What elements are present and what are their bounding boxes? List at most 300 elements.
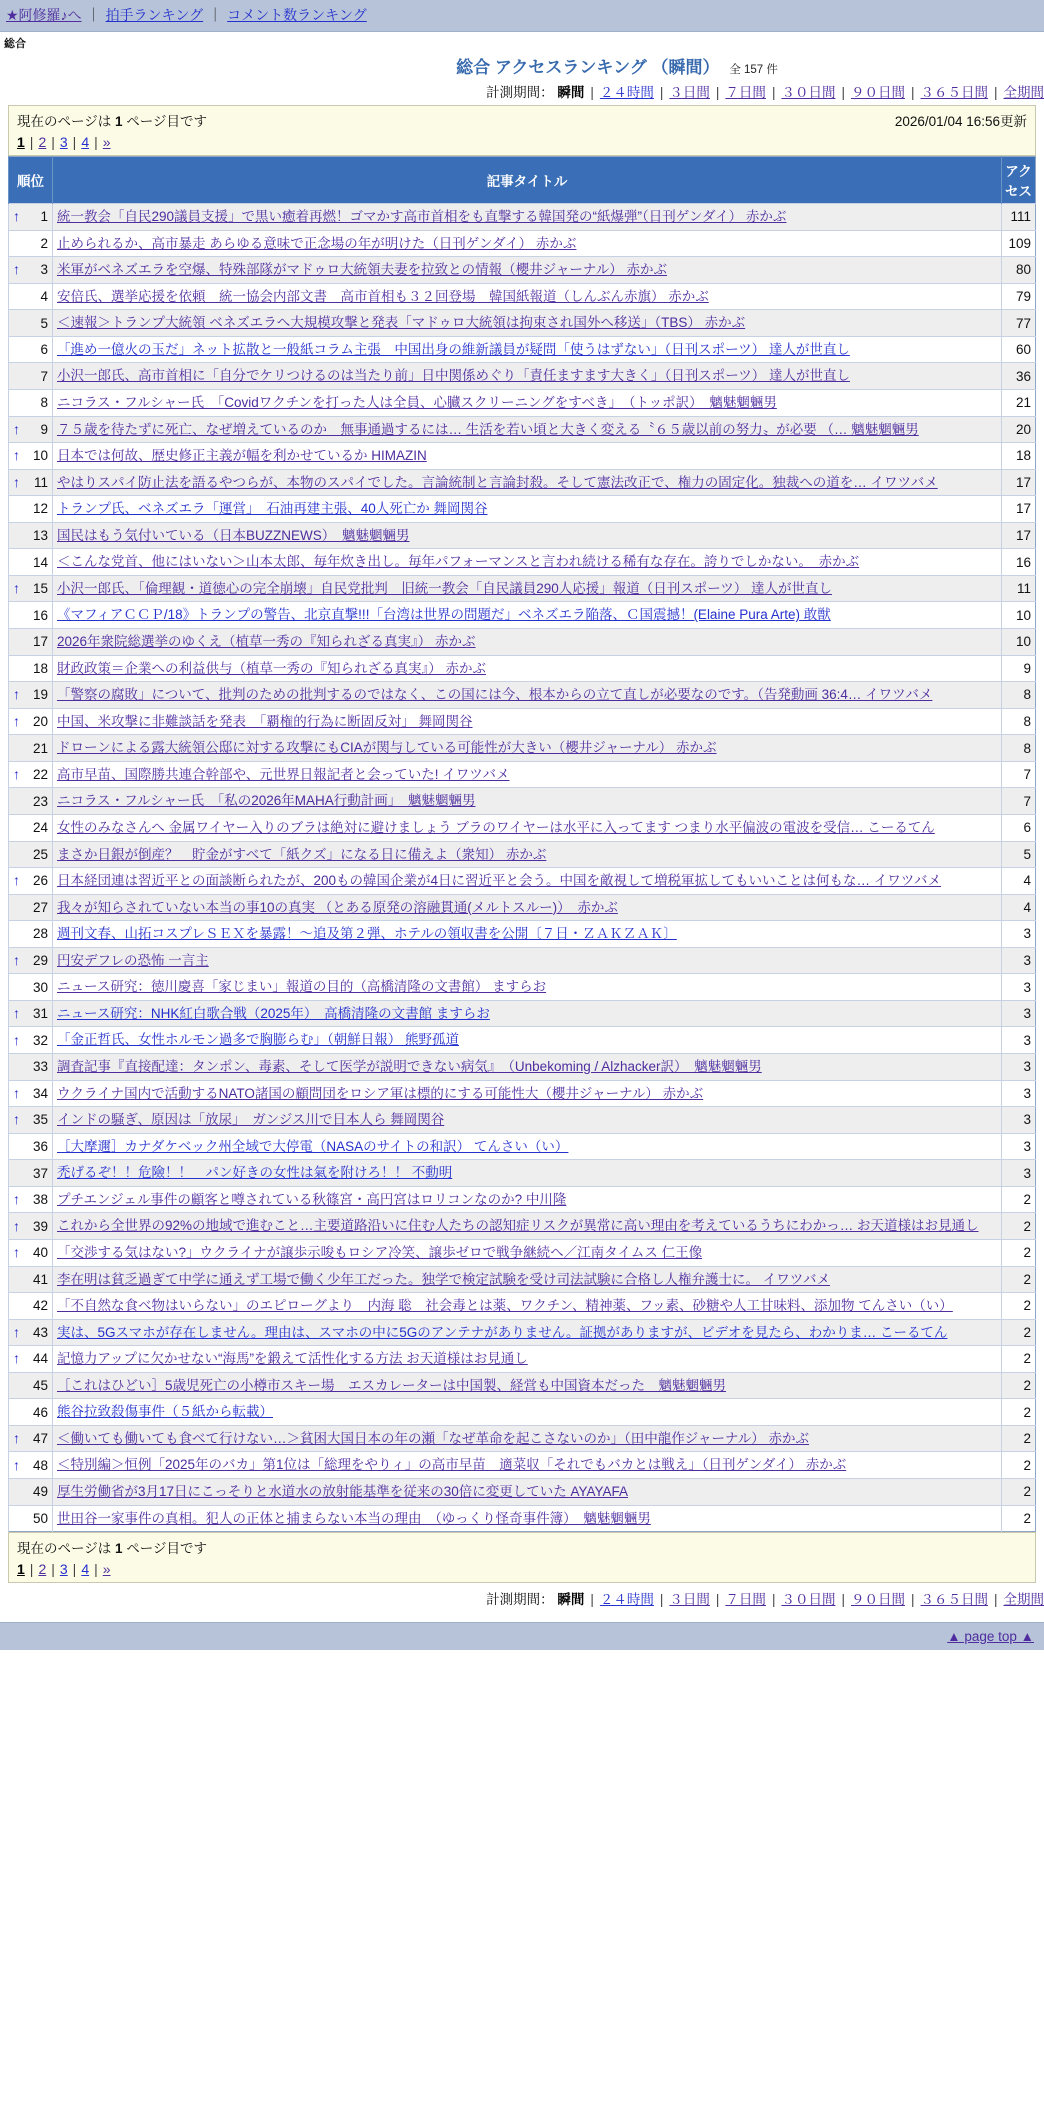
period-filter-bottom: [8, 1585, 1044, 1612]
article-link[interactable]: 李在明は貧乏過ぎて中学に通えず工場で働く少年工だった。独学で検定試験を受け司法試験に合格し人権弁護士に。 イワツバメ: [57, 1271, 830, 1287]
rank-up-arrow-icon: ↑: [13, 1217, 20, 1234]
article-link[interactable]: 日本では何故、歴史修正主義が幅を利かせているか HIMAZIN: [57, 448, 427, 464]
access-count: 7: [1002, 788, 1036, 815]
top-nav-links: [6, 7, 367, 23]
rank-cell: [9, 1054, 53, 1081]
table-row: [9, 416, 1036, 443]
period-separator: |: [659, 85, 664, 100]
table-row: [9, 735, 1036, 762]
page-title-line: [95, 51, 1044, 78]
access-count: 21: [1002, 389, 1036, 416]
article-title-cell: [53, 283, 1002, 310]
access-count: 2: [1002, 1452, 1036, 1479]
period-separator: |: [659, 1592, 664, 1608]
article-title-cell: [53, 868, 1002, 895]
rank-number: 48: [32, 1457, 48, 1473]
article-link[interactable]: 安倍氏、選挙応援を依頼 統一協会内部文書 高市首相も３２回登場 韓国紙報道（しんぶん赤旗） 赤かぶ: [57, 288, 709, 304]
pagination-separator: |: [72, 1561, 77, 1578]
article-link[interactable]: 止められるか、高市暴走 あらゆる意味で正念場の年が明けた（日刊ゲンダイ） 赤かぶ: [57, 235, 577, 251]
pagination-link[interactable]: 4: [81, 1561, 90, 1578]
rank-number: 29: [32, 953, 48, 969]
rank-number: 13: [32, 528, 48, 544]
article-link[interactable]: 統一教会「自民290議員支援」で黒い癒着再燃！ゴマかす高市首相をも直撃する韓国発の“紙爆弾”（日刊ゲンダイ） 赤かぶ: [57, 209, 787, 224]
table-row: [9, 761, 1036, 788]
table-row: [9, 230, 1036, 257]
rank-cell: [9, 894, 53, 921]
article-title-cell: [53, 496, 1002, 523]
article-link[interactable]: 《マフィアＣＣＰ/18》トランプの警告、北京直撃!!!「台湾は世界の問題だ」ベネズエラ陥落、Ｃ国震撼！(Elaine Pura Arte) 敢獣: [57, 607, 831, 623]
rank-up-arrow-icon: ↑: [13, 712, 20, 729]
pagination-separator: |: [29, 1561, 34, 1578]
pagination-link[interactable]: »: [102, 1561, 111, 1578]
rank-number: 19: [32, 687, 48, 703]
top-nav-bar: [0, 0, 1044, 32]
rank-up-arrow-icon: ↑: [13, 447, 20, 464]
article-title-cell: [53, 1080, 1002, 1107]
rank-number: 38: [32, 1192, 48, 1208]
access-count: 3: [1002, 1160, 1036, 1187]
article-link[interactable]: 禿げるぞ！！危險！！ パン好きの女性は氣を附けろ！！ 不動明: [57, 1165, 453, 1181]
article-link[interactable]: これから全世界の92%の地域で進むこと…主要道路沿いに住む人たちの認知症リスクが異常に高い理由を考えているうちにわかっ… お天道様はお見通し: [57, 1218, 979, 1234]
rank-number: 1: [40, 209, 48, 225]
rank-up-arrow-icon: ↑: [13, 1191, 20, 1208]
access-count: 80: [1002, 257, 1036, 284]
period-link[interactable]: ９０日間: [850, 1592, 905, 1608]
access-count: 2: [1002, 1293, 1036, 1320]
article-title-cell: [53, 1107, 1002, 1134]
rank-cell: [9, 230, 53, 257]
article-title-cell: [53, 814, 1002, 841]
article-link[interactable]: トランプ氏、ベネズエラ「運営」 石油再建主張、40人死亡か 舞岡関谷: [57, 501, 488, 517]
period-link[interactable]: ２４時間: [599, 1592, 654, 1608]
article-link[interactable]: やはりスパイ防止法を語るやつらが、本物のスパイでした。言論統制と言論封殺。そして憲法改正で、権力の固定化。独裁への道を… イワツバメ: [57, 474, 938, 490]
rank-cell: [9, 204, 53, 231]
article-link[interactable]: ＜こんな党首、他にはいない＞山本太郎、毎年炊き出し。毎年パフォーマンスと言われ続ける稀有な存在。誇りでしかない。 赤かぶ: [57, 554, 860, 570]
access-count: 77: [1002, 310, 1036, 337]
article-link[interactable]: 世田谷一家事件の真相。犯人の正体と捕まらない本当の理由 （ゆっくり怪奇事件簿） 魑魅魍魎男: [57, 1510, 651, 1526]
rank-cell: [9, 496, 53, 523]
rank-up-arrow-icon: ↑: [13, 473, 20, 490]
rank-up-arrow-icon: ↑: [13, 1111, 20, 1128]
rank-cell: [9, 336, 53, 363]
period-link[interactable]: ３日間: [669, 85, 710, 100]
access-count: 2: [1002, 1266, 1036, 1293]
article-link[interactable]: ニュース研究：NHK紅白歌合戦（2025年） 高橋清隆の文書館 ますらお: [57, 1005, 490, 1021]
article-title-cell: [53, 416, 1002, 443]
pagination-separator: |: [29, 134, 34, 150]
period-link[interactable]: 全期間: [1003, 85, 1044, 100]
rank-number: 16: [32, 607, 48, 623]
table-row: [9, 1239, 1036, 1266]
article-title-cell: [53, 921, 1002, 948]
period-link[interactable]: ２４時間: [599, 85, 654, 100]
nav-link[interactable]: コメント数ランキング: [227, 7, 367, 23]
article-title-cell: [53, 655, 1002, 682]
rank-cell: [9, 549, 53, 576]
rank-number: 6: [40, 342, 48, 358]
period-separator: |: [590, 85, 594, 100]
table-row: [9, 868, 1036, 895]
rank-up-arrow-icon: ↑: [13, 1005, 20, 1022]
access-count: 109: [1002, 230, 1036, 257]
period-separator: |: [590, 1592, 594, 1608]
table-row: [9, 1133, 1036, 1160]
rank-cell: [9, 708, 53, 735]
article-title-cell: [53, 363, 1002, 390]
pagination-separator: |: [94, 1561, 98, 1578]
period-link[interactable]: ９０日間: [850, 85, 905, 100]
article-link[interactable]: 日本経団連は習近平との面談断られたが、200もの韓国企業が4日に習近平と会う。中国を敵視して増税軍拡してもいいことは何もな… イワツバメ: [57, 873, 942, 889]
article-link[interactable]: 高市早苗、国際勝共連合幹部や、元世界日報記者と会っていた! イワツバメ: [57, 766, 510, 782]
article-title-cell: [53, 602, 1002, 629]
pagination-link[interactable]: 2: [38, 1561, 47, 1578]
rank-number: 23: [32, 793, 48, 809]
access-count: 8: [1002, 682, 1036, 709]
article-link[interactable]: ドローンによる露大統領公邸に対する攻撃にもCIAが関与している可能性が大きい（櫻井ジャーナル） 赤かぶ: [57, 740, 717, 756]
article-link[interactable]: 米軍がベネズエラを空爆、特殊部隊がマドゥロ大統領夫妻を拉致との情報（櫻井ジャーナル） 赤かぶ: [57, 262, 667, 278]
article-title-cell: [53, 469, 1002, 496]
rank-cell: [9, 788, 53, 815]
article-link[interactable]: 記憶力アップに欠かせない“海馬”を鍛えて活性化する方法 お天道様はお見通し: [57, 1351, 528, 1367]
table-row: [9, 655, 1036, 682]
article-title-cell: [53, 1027, 1002, 1054]
article-title-cell: [53, 1239, 1002, 1266]
table-row: [9, 257, 1036, 284]
pagination-link[interactable]: 2: [38, 134, 47, 150]
access-count: 3: [1002, 921, 1036, 948]
rank-number: 11: [33, 474, 48, 490]
article-link[interactable]: 「交渉する気はない?」ウクライナが譲歩示唆もロシア冷笑、譲歩ゼロで戦争継続へ／江南タイムス 仁王像: [57, 1244, 703, 1260]
nav-separator: ｜: [86, 7, 101, 23]
period-link[interactable]: ７日間: [725, 1592, 766, 1608]
access-count: 2: [1002, 1213, 1036, 1240]
article-title-cell: [53, 708, 1002, 735]
rank-up-arrow-icon: ↑: [13, 872, 20, 889]
article-link[interactable]: ［大摩邇］カナダケベック州全域で大停電（NASAのサイトの和訳） てんさい（い）: [57, 1138, 569, 1154]
article-title-cell: [53, 1133, 1002, 1160]
rank-cell: [9, 921, 53, 948]
article-link[interactable]: 実は、5Gスマホが存在しません。理由は、スマホの中に5Gのアンテナがありません。証拠がありますが、ビデオを見たら、わかりま… こーるてん: [57, 1324, 948, 1340]
article-link[interactable]: インドの騒ぎ、原因は「放尿」 ガンジス川で日本人ら 舞岡関谷: [57, 1112, 445, 1128]
table-row: [9, 921, 1036, 948]
article-link[interactable]: ＜特別編＞恒例「2025年のバカ」第1位は「総理をやりィ」の高市早苗 適菜収「それでもバカとは戦え」（日刊ゲンダイ） 赤かぶ: [57, 1457, 847, 1473]
table-row: [9, 443, 1036, 470]
rank-number: 28: [32, 926, 48, 942]
rank-cell: [9, 1399, 53, 1426]
article-title-cell: [53, 788, 1002, 815]
table-row: [9, 682, 1036, 709]
rank-up-arrow-icon: ↑: [13, 1031, 20, 1048]
rank-number: 22: [32, 767, 48, 783]
table-row: [9, 549, 1036, 576]
page-info-bottom: [8, 1532, 1036, 1583]
period-current: 瞬間: [557, 85, 585, 100]
current-page-number: 1: [115, 1541, 123, 1557]
article-link[interactable]: ウクライナ国内で活動するNATO諸国の顧問団をロシア軍は標的にする可能性大（櫻井ジャーナル） 赤かぶ: [57, 1085, 704, 1101]
access-count: 20: [1002, 416, 1036, 443]
rank-number: 5: [40, 315, 48, 331]
table-row: [9, 1160, 1036, 1187]
table-row: [9, 336, 1036, 363]
access-count: 6: [1002, 814, 1036, 841]
rank-number: 45: [32, 1378, 48, 1394]
period-link[interactable]: ３６５日間: [920, 1592, 988, 1608]
rank-up-arrow-icon: ↑: [13, 1430, 20, 1447]
rank-cell: [9, 1425, 53, 1452]
access-count: 8: [1002, 735, 1036, 762]
table-row: [9, 1186, 1036, 1213]
pagination-link[interactable]: 3: [59, 134, 68, 150]
title-column-header: 記事タイトル: [53, 157, 1002, 204]
rank-number: 42: [32, 1298, 48, 1314]
access-count: 11: [1002, 575, 1036, 602]
article-link[interactable]: ７５歳を待たずに死亡、なぜ増えているのか 無事通過するには… 生活を若い頃と大きく変える〝６５歳以前の努力〟が必要 （… 魑魅魍魎男: [57, 421, 919, 437]
rank-cell: [9, 602, 53, 629]
nav-link[interactable]: 拍手ランキング: [105, 7, 204, 23]
article-link[interactable]: ニコラス・フルシャー氏 「Covidワクチンを打った人は全員、心臓スクリーニングをすべき」 （トッポ訳） 魑魅魍魎男: [57, 394, 777, 410]
period-link[interactable]: ３６５日間: [920, 85, 988, 100]
rank-number: 24: [32, 820, 48, 836]
article-title-cell: [53, 549, 1002, 576]
period-separator: |: [715, 85, 720, 100]
access-count: 10: [1002, 602, 1036, 629]
access-count: 17: [1002, 496, 1036, 523]
table-row: [9, 204, 1036, 231]
table-header-row: [9, 157, 1036, 204]
article-title-cell: [53, 389, 1002, 416]
article-title-cell: [53, 682, 1002, 709]
rank-number: 20: [32, 713, 48, 729]
rank-cell: [9, 682, 53, 709]
pagination-link[interactable]: »: [102, 134, 111, 150]
period-link[interactable]: ３０日間: [781, 85, 836, 100]
article-link[interactable]: 中国、米攻撃に非難談話を発表 「覇権的行為に断固反対」 舞岡関谷: [57, 713, 473, 729]
article-title-cell: [53, 974, 1002, 1001]
rank-number: 32: [32, 1032, 48, 1048]
article-link[interactable]: 「不自然な食べ物はいらない」のエピローグより 内海 聡 社会毒とは薬、ワクチン、精神薬、フッ素、砂糖や人工甘味料、添加物 てんさい（い）: [57, 1298, 953, 1314]
table-row: [9, 522, 1036, 549]
access-count: 5: [1002, 841, 1036, 868]
pagination-bottom: [17, 1561, 1027, 1577]
article-title-cell: [53, 310, 1002, 337]
rank-up-arrow-icon: ↑: [13, 1456, 20, 1473]
rank-cell: [9, 974, 53, 1001]
rank-number: 35: [32, 1112, 48, 1128]
rank-cell: [9, 814, 53, 841]
access-count: 3: [1002, 1133, 1036, 1160]
pagination-current: 1: [17, 1561, 25, 1578]
rank-up-arrow-icon: ↑: [13, 208, 20, 225]
article-link[interactable]: ［これはひどい］5歳児死亡の小樽市スキー場 エスカレーターは中国製、経営も中国資本だった 魑魅魍魎男: [57, 1377, 727, 1393]
article-link[interactable]: まさか日銀が倒産？ 貯金がすべて「紙クズ」になる日に備えよ（衆知） 赤かぶ: [57, 846, 547, 862]
rank-cell: [9, 1080, 53, 1107]
rank-up-arrow-icon: ↑: [13, 1350, 20, 1367]
article-title-cell: [53, 1399, 1002, 1426]
rank-number: 50: [32, 1510, 48, 1526]
access-count: 60: [1002, 336, 1036, 363]
article-link[interactable]: プチエンジェル事件の顧客と噂されている秋篠宮・高円宮はロリコンなのか? 中川隆: [57, 1191, 567, 1207]
period-separator: |: [841, 1592, 845, 1608]
rank-cell: [9, 1239, 53, 1266]
access-count: 2: [1002, 1186, 1036, 1213]
access-count: 2: [1002, 1505, 1036, 1532]
article-link[interactable]: 小沢一郎氏、高市首相に「自分でケリつけるのは当たり前」日中関係めぐり「責任ますます大きく」（日刊スポーツ） 達人が世直し: [57, 368, 850, 384]
access-count: 17: [1002, 522, 1036, 549]
table-row: [9, 1054, 1036, 1081]
rank-number: 14: [32, 554, 48, 570]
access-count: 9: [1002, 655, 1036, 682]
rank-cell: [9, 1479, 53, 1506]
table-row: [9, 894, 1036, 921]
access-count: 2: [1002, 1372, 1036, 1399]
rank-up-arrow-icon: ↑: [13, 952, 20, 969]
access-count: 2: [1002, 1479, 1036, 1506]
article-link[interactable]: ニュース研究：徳川慶喜「家じまい」報道の目的（高橋清隆の文書館） ますらお: [57, 979, 547, 995]
article-title-cell: [53, 761, 1002, 788]
article-title-cell: [53, 1452, 1002, 1479]
article-title-cell: [53, 522, 1002, 549]
access-count: 3: [1002, 1000, 1036, 1027]
table-row: [9, 1027, 1036, 1054]
rank-up-arrow-icon: ↑: [13, 686, 20, 703]
article-link[interactable]: 2026年衆院総選挙のゆくえ（植草一秀の『知られざる真実』） 赤かぶ: [57, 634, 476, 649]
table-row: [9, 974, 1036, 1001]
access-count: 10: [1002, 629, 1036, 656]
rank-number: 34: [32, 1085, 48, 1101]
access-count: 4: [1002, 868, 1036, 895]
article-link[interactable]: 「進め一億火の玉だ」ネット拡散と一般紙コラム主張 中国出身の維新議員が疑問「使うはずない」（日刊スポーツ） 達人が世直し: [57, 341, 850, 357]
article-title-cell: [53, 1372, 1002, 1399]
table-row: [9, 1319, 1036, 1346]
article-link[interactable]: 週刊文春、山拓コスプレＳＥＸを暴露！〜追及第２弾、ホテルの領収書を公開〔７日・ＺＡＫＺＡＫ〕: [57, 926, 677, 942]
article-link[interactable]: ＜速報＞トランプ大統領 ベネズエラへ大規模攻撃と発表「マドゥロ大統領は拘束され国外へ移送」（TBS） 赤かぶ: [57, 315, 746, 331]
table-row: [9, 788, 1036, 815]
table-row: [9, 389, 1036, 416]
period-link[interactable]: ７日間: [725, 85, 766, 100]
access-count: 3: [1002, 947, 1036, 974]
pagination-separator: |: [51, 134, 55, 150]
rank-up-arrow-icon: ↑: [13, 261, 20, 278]
article-link[interactable]: 調査記事『直接配達：タンポン、毒素、そして医学が説明できない病気』 （Unbekoming / Alzhacker訳） 魑魅魍魎男: [57, 1059, 762, 1074]
table-row: [9, 1080, 1036, 1107]
rank-number: 2: [40, 235, 48, 251]
article-link[interactable]: 小沢一郎氏、「倫理観・道徳心の完全崩壊」自民党批判 旧統一教会「自民議員290人応援」報道（日刊スポーツ） 達人が世直し: [57, 580, 832, 596]
article-link[interactable]: 国民はもう気付いている（日本BUZZNEWS） 魑魅魍魎男: [57, 527, 410, 543]
rank-cell: [9, 363, 53, 390]
table-row: [9, 1266, 1036, 1293]
rank-cell: [9, 868, 53, 895]
access-count: 2: [1002, 1399, 1036, 1426]
rank-number: 3: [40, 262, 48, 278]
access-column-header: アクセス: [1002, 157, 1036, 204]
rank-number: 17: [32, 634, 48, 650]
page-top-link[interactable]: ▲ page top ▲: [947, 1629, 1034, 1645]
access-count: 111: [1002, 204, 1036, 231]
rank-cell: [9, 1346, 53, 1373]
article-link[interactable]: 熊谷拉致殺傷事件（５紙から転載）: [57, 1404, 273, 1420]
article-title-cell: [53, 894, 1002, 921]
rank-cell: [9, 1372, 53, 1399]
access-count: 8: [1002, 708, 1036, 735]
article-title-cell: [53, 841, 1002, 868]
table-row: [9, 947, 1036, 974]
access-count: 2: [1002, 1319, 1036, 1346]
rank-number: 30: [32, 979, 48, 995]
rank-number: 7: [40, 368, 48, 384]
period-label: 計測期間：: [486, 85, 554, 100]
period-link[interactable]: 全期間: [1003, 1592, 1044, 1608]
article-title-cell: [53, 336, 1002, 363]
rank-up-arrow-icon: ↑: [13, 420, 20, 437]
rank-cell: [9, 1027, 53, 1054]
access-count: 7: [1002, 761, 1036, 788]
rank-cell: [9, 1000, 53, 1027]
article-link[interactable]: 我々が知らされていない本当の事10の真実 （とある原発の溶融貫通(メルトスルー)） 赤かぶ: [57, 899, 618, 915]
article-title-cell: [53, 1000, 1002, 1027]
rank-number: 8: [40, 395, 48, 411]
nav-link[interactable]: ★阿修羅♪へ: [6, 7, 82, 23]
rank-number: 44: [32, 1351, 48, 1367]
article-link[interactable]: 円安デフレの恐怖 一言主: [57, 952, 209, 968]
article-link[interactable]: 厚生労働省が3月17日にこっそりと水道水の放射能基準を従来の30倍に変更していた AYAYAFA: [57, 1484, 629, 1499]
pagination-link[interactable]: 3: [59, 1561, 68, 1578]
period-link[interactable]: ３０日間: [781, 1592, 836, 1608]
rank-number: 36: [32, 1138, 48, 1154]
article-link[interactable]: ニコラス・フルシャー氏 「私の2026年MAHA行動計画」 魑魅魍魎男: [57, 793, 476, 809]
article-link[interactable]: 財政政策＝企業への利益供与（植草一秀の『知られざる真実』） 赤かぶ: [57, 660, 486, 676]
rank-number: 10: [32, 448, 48, 464]
access-count: 2: [1002, 1346, 1036, 1373]
article-link[interactable]: 女性のみなさんへ 金属ワイヤー入りのブラは絶対に避けましょう ブラのワイヤーは水平に入ってます つまり水平偏波の電波を受信… こーるてん: [57, 819, 935, 835]
table-row: [9, 310, 1036, 337]
rank-cell: [9, 1505, 53, 1532]
article-link[interactable]: 「金正哲氏、女性ホルモン過多で胸膨らむ」（朝鮮日報） 熊野孤道: [57, 1032, 459, 1048]
article-title-cell: [53, 257, 1002, 284]
bottom-bar: [0, 1622, 1044, 1650]
table-row: [9, 1107, 1036, 1134]
pagination-separator: |: [51, 1561, 55, 1578]
table-row: [9, 841, 1036, 868]
rank-cell: [9, 257, 53, 284]
rank-cell: [9, 283, 53, 310]
rank-cell: [9, 761, 53, 788]
access-count: 4: [1002, 894, 1036, 921]
rank-number: 21: [32, 740, 48, 756]
access-count: 3: [1002, 1080, 1036, 1107]
article-title-cell: [53, 1479, 1002, 1506]
access-count: 17: [1002, 469, 1036, 496]
period-link[interactable]: ３日間: [669, 1592, 710, 1608]
article-title-cell: [53, 1319, 1002, 1346]
rank-cell: [9, 1107, 53, 1134]
article-link[interactable]: 「警察の腐敗」について、批判のための批判するのではなく、この国には今、根本からの立て直しが必要なのです。（告発動画 36:4… イワツバメ: [57, 687, 933, 703]
rank-number: 26: [32, 873, 48, 889]
table-row: [9, 496, 1036, 523]
rank-cell: [9, 310, 53, 337]
access-count: 3: [1002, 1054, 1036, 1081]
article-link[interactable]: ＜働いても働いても食べて行けない…＞貧困大国日本の年の瀬「なぜ革命を起こさないのか」（田中龍作ジャーナル） 赤かぶ: [57, 1430, 810, 1446]
period-separator: |: [993, 1592, 998, 1608]
pagination-top: [17, 134, 1027, 150]
rank-number: 25: [32, 846, 48, 862]
pagination-link[interactable]: 4: [81, 134, 90, 150]
article-title-cell: [53, 1054, 1002, 1081]
article-title-cell: [53, 947, 1002, 974]
access-count: 2: [1002, 1239, 1036, 1266]
article-title-cell: [53, 443, 1002, 470]
table-row: [9, 1346, 1036, 1373]
rank-up-arrow-icon: ↑: [13, 580, 20, 597]
